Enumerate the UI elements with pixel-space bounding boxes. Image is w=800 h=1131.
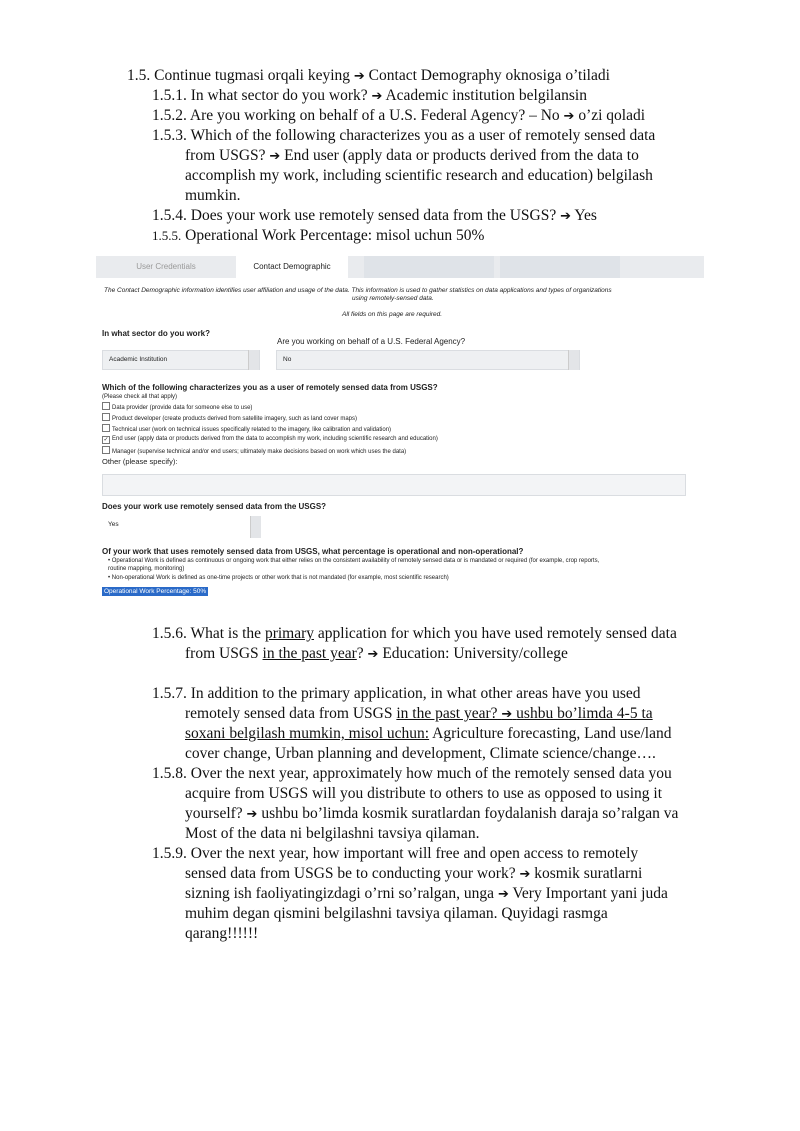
sector-select: Academic Institution: [102, 350, 260, 370]
tab-bar: [96, 256, 704, 278]
tab-contact-demographic: Contact Demographic: [236, 256, 348, 278]
checkbox-icon: [102, 424, 110, 432]
checkbox-icon: [102, 446, 110, 454]
percentage-label: Of your work that uses remotely sensed data from USGS, what percentage is operational and non-operational?: [102, 547, 524, 556]
item-1-5-7-line4: cover change, Urban planning and development, Climate science/change….: [185, 745, 656, 762]
option-technical-user: Technical user (work on technical issues specifically related to the imagery, like calibration and validation): [102, 424, 391, 434]
item-1-5-8-line4: Most of the data ni belgilashni tavsiya qilaman.: [185, 825, 480, 842]
item-1-5-9-line1: 1.5.9. Over the next year, how important will free and open access to remotely: [152, 845, 639, 862]
item-1-5-9-line5: qarang!!!!!!: [185, 925, 259, 942]
tab-user-credentials: User Credentials: [136, 262, 196, 271]
item-1-5-8-line2: acquire from USGS will you distribute to others to use as opposed to using it: [185, 785, 663, 802]
arrow-icon: ➔: [353, 69, 365, 84]
sector-label: In what sector do you work?: [102, 329, 211, 338]
other-input: [102, 474, 686, 496]
tab-blank: [500, 256, 620, 278]
arrow-icon: ➔: [269, 149, 281, 164]
tab-blank: [364, 256, 494, 278]
arrow-icon: ➔: [563, 109, 575, 124]
required-note: All fields on this page are required.: [342, 311, 443, 318]
characterize-hint: (Please check all that apply): [102, 394, 178, 400]
arrow-icon: ➔: [367, 647, 379, 662]
arrow-icon: ➔: [519, 867, 531, 882]
item-1-5-2: 1.5.2. Are you working on behalf of a U.S. Federal Agency? – No ➔ o’zi qoladi: [152, 107, 646, 124]
chevron-down-icon: [250, 516, 261, 538]
checkbox-icon: [102, 413, 110, 421]
arrow-icon: ➔: [560, 209, 571, 224]
other-label: Other (please specify):: [102, 457, 178, 466]
option-product-developer: Product developer (create products derived from satellite imagery, such as land cover maps): [102, 413, 357, 423]
operational-definition-line2: routine mapping, monitoring): [108, 566, 185, 572]
item-1-5: 1.5. Continue tugmasi orqali keying ➔ Contact Demography oknosiga o’tiladi: [127, 67, 610, 84]
item-1-5-8-line1: 1.5.8. Over the next year, approximately how much of the remotely sensed data you: [152, 765, 672, 782]
checkbox-icon: [102, 402, 110, 410]
item-1-5-1: 1.5.1. In what sector do you work? ➔ Academic institution belgilansin: [152, 87, 587, 104]
item-1-5-6-line1: 1.5.6. What is the primary application for which you have used remotely sensed data: [152, 625, 677, 642]
item-1-5-5: 1.5.5. Operational Work Percentage: misol uchun 50%: [152, 227, 485, 244]
uses-select: Yes: [102, 516, 260, 538]
item-1-5-6-line2: from USGS in the past year? ➔ Education: University/college: [185, 645, 568, 662]
non-operational-definition: • Non-operational Work is defined as one-time projects or other work that is not mandated (for example, most scientific research): [108, 575, 449, 581]
intro-text: The Contact Demographic information identifies user affiliation and usage of the data. This information is used to gather statistics on data applications and types of organizations: [104, 287, 612, 294]
item-1-5-3-line4: mumkin.: [185, 187, 241, 204]
uses-label: Does your work use remotely sensed data from the USGS?: [102, 502, 327, 511]
embedded-screenshot: [96, 254, 708, 599]
item-1-5-4: 1.5.4. Does your work use remotely sensed data from the USGS? ➔ Yes: [152, 207, 597, 224]
item-1-5-3-line1: 1.5.3. Which of the following characterizes you as a user of remotely sensed data: [152, 127, 656, 144]
arrow-icon: ➔: [246, 807, 258, 822]
option-end-user: ✓ End user (apply data or products derived from the data to accomplish my work, including scientific research and education): [103, 436, 438, 443]
operational-definition: • Operational Work is defined as continuous or ongoing work that either relies on the consistent availability of remotely sensed data or is mandated or required (for example, crop reports,: [108, 558, 600, 564]
arrow-icon: ➔: [497, 887, 509, 902]
chevron-down-icon: [248, 350, 259, 370]
item-1-5-3-line3: accomplish my work, including scientific research and education) belgilash: [185, 167, 653, 184]
characterize-label: Which of the following characterizes you as a user of remotely sensed data from USGS?: [102, 383, 438, 392]
item-1-5-7-line3: soxani belgilash mumkin, misol uchun: Agriculture forecasting, Land use/land: [185, 725, 672, 742]
item-1-5-9-line2: sensed data from USGS be to conducting your work? ➔ kosmik suratlarni: [185, 865, 643, 882]
checkbox-checked-icon: ✓: [103, 437, 109, 443]
item-1-5-8-line3: yourself? ➔ ushbu bo’limda kosmik suratlardan foydalanish daraja so’ralgan va: [185, 805, 679, 822]
option-manager: Manager (supervise technical and/or end users; ultimately make decisions based on work which uses the data): [102, 446, 406, 456]
arrow-icon: ➔: [501, 707, 513, 722]
federal-select: No: [276, 350, 580, 370]
federal-label: Are you working on behalf of a U.S. Federal Agency?: [277, 337, 466, 346]
arrow-icon: ➔: [371, 89, 383, 104]
chevron-down-icon: [568, 350, 579, 370]
item-1-5-7-line1: 1.5.7. In addition to the primary application, in what other areas have you used: [152, 685, 641, 702]
operational-percentage-highlight: Operational Work Percentage: 50%: [104, 588, 207, 595]
item-1-5-3-line2: from USGS? ➔ End user (apply data or products derived from the data to: [185, 147, 639, 164]
item-1-5-9-line3: sizning ish faoliyatingizdagi o’rni so’ralgan, unga ➔ Very Important yani juda: [185, 885, 668, 902]
intro-text-line2: using remotely-sensed data.: [352, 295, 434, 302]
item-1-5-7-line2: remotely sensed data from USGS in the past year? ➔ ushbu bo’limda 4-5 ta: [185, 705, 653, 722]
item-1-5-9-line4: muhim degan qismini belgilashni tavsiya qilaman. Quyidagi rasmga: [185, 905, 608, 922]
option-data-provider: Data provider (provide data for someone else to use): [102, 402, 252, 412]
